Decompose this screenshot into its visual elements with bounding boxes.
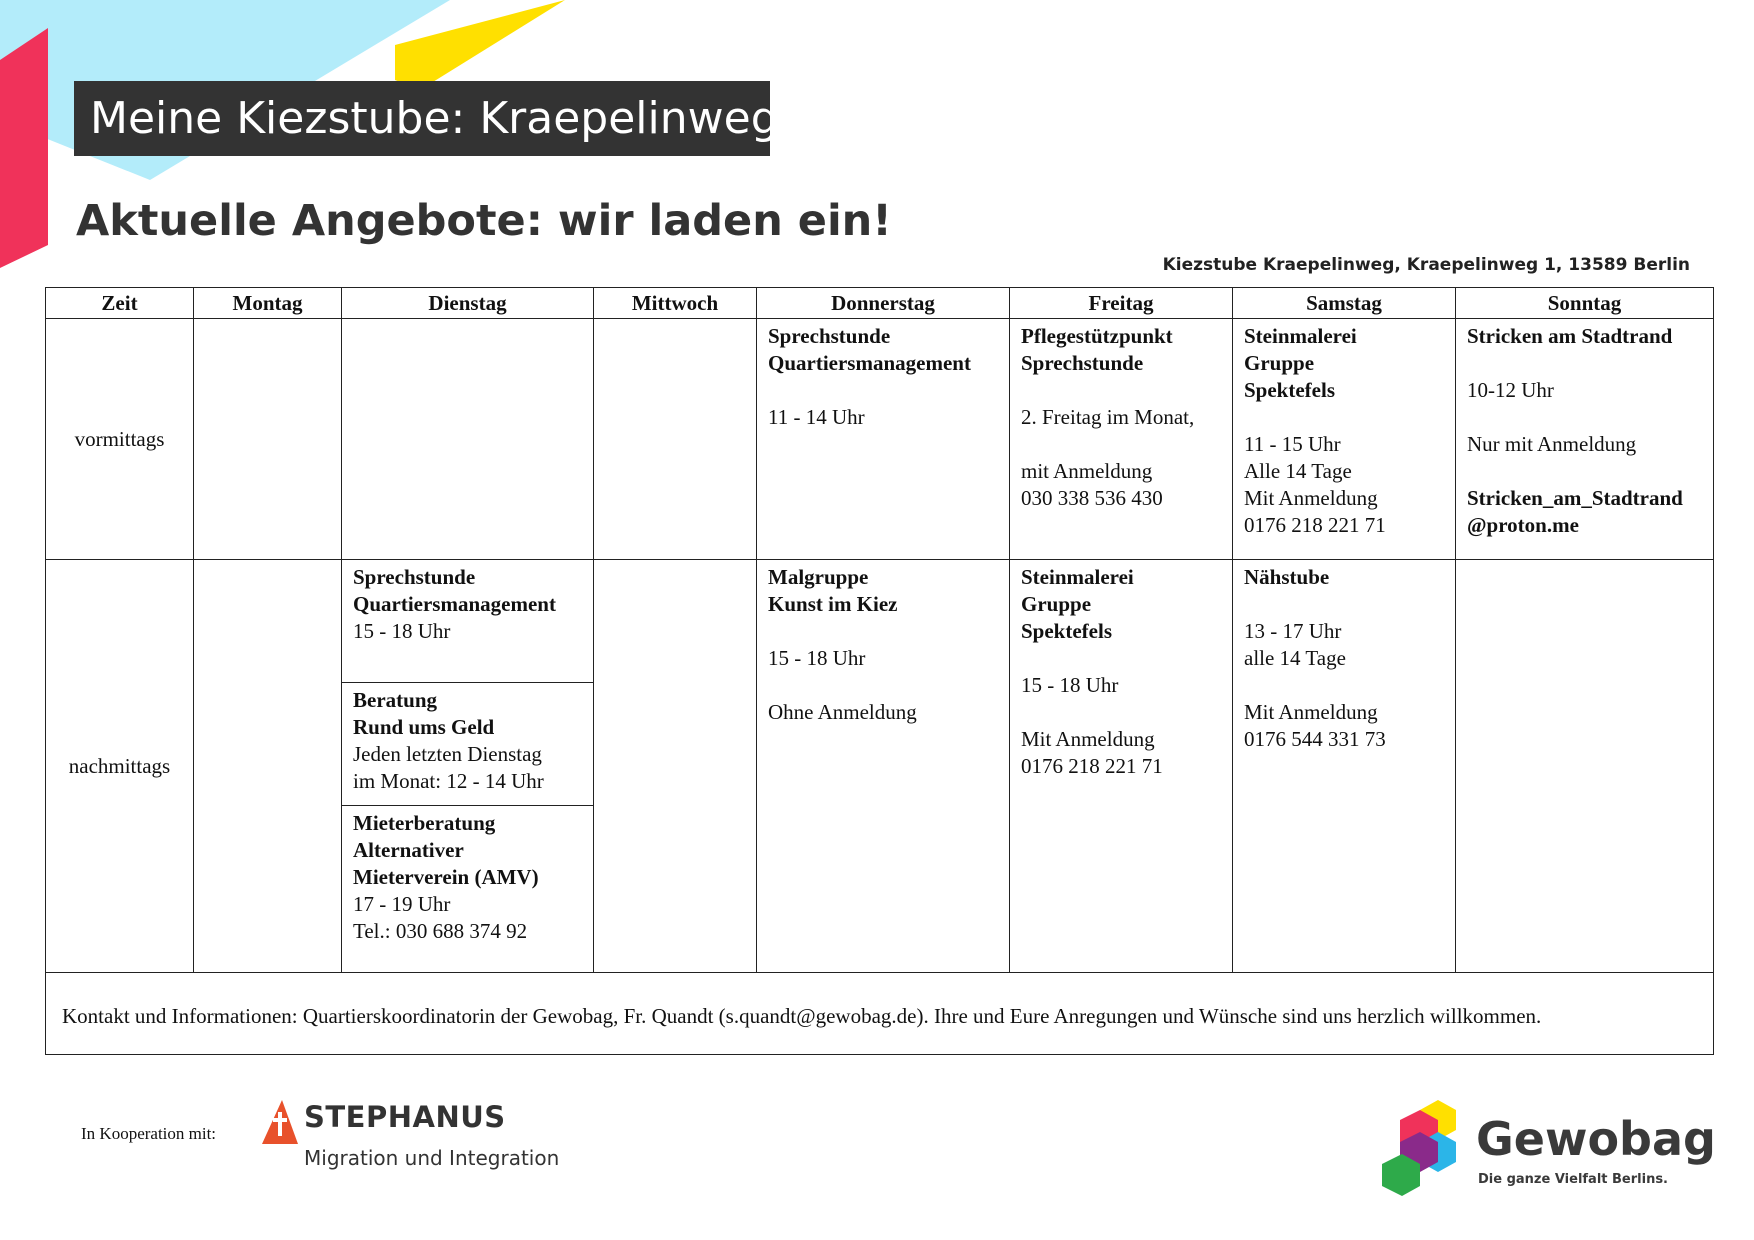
- event-title: Mieterberatung: [353, 811, 496, 835]
- event-title: Quartiersmanagement: [768, 351, 971, 375]
- stephanus-flame-icon: [262, 1100, 298, 1148]
- event-title: Nähstube: [1244, 565, 1330, 589]
- event-email: Stricken_am_Stadtrand: [1467, 486, 1683, 510]
- event-title: Sprechstunde: [1021, 351, 1144, 375]
- event-title: Alternativer: [353, 838, 464, 862]
- event-title: Sprechstunde: [768, 324, 891, 348]
- event-registration: Mit Anmeldung: [1244, 486, 1378, 510]
- header-row: [46, 288, 1714, 319]
- page-subtitle: Aktuelle Angebote: wir laden ein!: [76, 196, 892, 246]
- stephanus-logo: [262, 1098, 560, 1178]
- event-time: 13 - 17 Uhr: [1244, 619, 1342, 643]
- event-time: 10-12 Uhr: [1467, 378, 1554, 402]
- event-time: 17 - 19 Uhr: [353, 892, 451, 916]
- event-note: Jeden letzten Dienstag: [353, 742, 542, 766]
- event-email: @proton.me: [1467, 513, 1579, 537]
- row-label-nachmittags: nachmittags: [46, 560, 194, 973]
- event-registration: Mit Anmeldung: [1244, 700, 1378, 724]
- cell-donnerstag-am: [757, 319, 1010, 560]
- event-frequency: alle 14 Tage: [1244, 646, 1346, 670]
- event-title: Kunst im Kiez: [768, 592, 898, 616]
- event-block: [342, 683, 593, 806]
- cell-freitag-pm: [1010, 560, 1233, 973]
- contact-info: Kontakt und Informationen: Quartierskoordinatorin der Gewobag, Fr. Quandt (s.quandt@gewobag.de). Ihre und Eure Anregungen und Wünsche sind uns herzlich willkommen.: [46, 973, 1714, 1055]
- row-label-vormittags: vormittags: [46, 319, 194, 560]
- event-title: Sprechstunde: [353, 565, 476, 589]
- column-header-freitag: Freitag: [1010, 288, 1233, 319]
- weekly-schedule-table: [45, 287, 1714, 1055]
- event-phone: 030 338 536 430: [1021, 486, 1163, 510]
- event-phone: Tel.: 030 688 374 92: [353, 919, 528, 943]
- cell-donnerstag-pm: [757, 560, 1010, 973]
- event-title: Beratung: [353, 688, 437, 712]
- cooperation-label: In Kooperation mit:: [81, 1124, 217, 1143]
- cell-dienstag-am: [342, 319, 594, 560]
- page-title: Meine Kiezstube: Kraepelinweg: [74, 81, 770, 156]
- event-time: 11 - 15 Uhr: [1244, 432, 1341, 456]
- cell-samstag-am: [1233, 319, 1456, 560]
- stephanus-name: STEPHANUS: [304, 1100, 506, 1134]
- event-title: Steinmalerei: [1021, 565, 1134, 589]
- event-title: Quartiersmanagement: [353, 592, 556, 616]
- event-phone: 0176 218 221 71: [1021, 754, 1163, 778]
- event-title: Gruppe: [1021, 592, 1092, 616]
- column-header-zeit: Zeit: [46, 288, 194, 319]
- cell-dienstag-pm: [342, 560, 594, 973]
- cell-sonntag-pm: [1456, 560, 1714, 973]
- event-title: Steinmalerei: [1244, 324, 1357, 348]
- event-block: [342, 560, 593, 683]
- event-registration: mit Anmeldung: [1021, 459, 1153, 483]
- footer-row: [46, 973, 1714, 1055]
- gewobag-name: Gewobag: [1476, 1112, 1716, 1166]
- event-title: Gruppe: [1244, 351, 1315, 375]
- event-time: 15 - 18 Uhr: [353, 619, 451, 643]
- column-header-donnerstag: Donnerstag: [757, 288, 1010, 319]
- event-note: 2. Freitag im Monat,: [1021, 405, 1195, 429]
- stephanus-subtitle: Migration und Integration: [304, 1146, 560, 1170]
- event-title: Stricken am Stadtrand: [1467, 324, 1673, 348]
- cell-montag-pm: [194, 560, 342, 973]
- cell-montag-am: [194, 319, 342, 560]
- event-registration: Mit Anmeldung: [1021, 727, 1155, 751]
- event-title: Mieterverein (AMV): [353, 865, 539, 889]
- gewobag-cube-icon: [1372, 1100, 1468, 1200]
- cell-samstag-pm: [1233, 560, 1456, 973]
- event-registration: Nur mit Anmeldung: [1467, 432, 1637, 456]
- column-header-sonntag: Sonntag: [1456, 288, 1714, 319]
- cell-freitag-am: [1010, 319, 1233, 560]
- column-header-montag: Montag: [194, 288, 342, 319]
- event-frequency: Alle 14 Tage: [1244, 459, 1352, 483]
- morning-row: [46, 319, 1714, 560]
- afternoon-row: [46, 560, 1714, 973]
- event-title: Spektefels: [1244, 378, 1335, 402]
- event-time: 15 - 18 Uhr: [1021, 673, 1119, 697]
- event-title: Rund ums Geld: [353, 715, 495, 739]
- cell-sonntag-am: [1456, 319, 1714, 560]
- cell-mittwoch-pm: [594, 560, 757, 973]
- event-note: im Monat: 12 - 14 Uhr: [353, 769, 544, 793]
- column-header-mittwoch: Mittwoch: [594, 288, 757, 319]
- gewobag-logo: [1372, 1100, 1716, 1200]
- event-time: 15 - 18 Uhr: [768, 646, 866, 670]
- event-title: Pflegestützpunkt: [1021, 324, 1173, 348]
- column-header-dienstag: Dienstag: [342, 288, 594, 319]
- gewobag-tagline: Die ganze Vielfalt Berlins.: [1478, 1172, 1668, 1187]
- event-title: Malgruppe: [768, 565, 869, 589]
- event-title: Spektefels: [1021, 619, 1112, 643]
- event-phone: 0176 544 331 73: [1244, 727, 1386, 751]
- event-time: 11 - 14 Uhr: [768, 405, 865, 429]
- event-block: [342, 806, 593, 951]
- column-header-samstag: Samstag: [1233, 288, 1456, 319]
- cell-mittwoch-am: [594, 319, 757, 560]
- event-registration: Ohne Anmeldung: [768, 700, 917, 724]
- event-phone: 0176 218 221 71: [1244, 513, 1386, 537]
- address-line: Kiezstube Kraepelinweg, Kraepelinweg 1, 13589 Berlin: [1162, 255, 1690, 275]
